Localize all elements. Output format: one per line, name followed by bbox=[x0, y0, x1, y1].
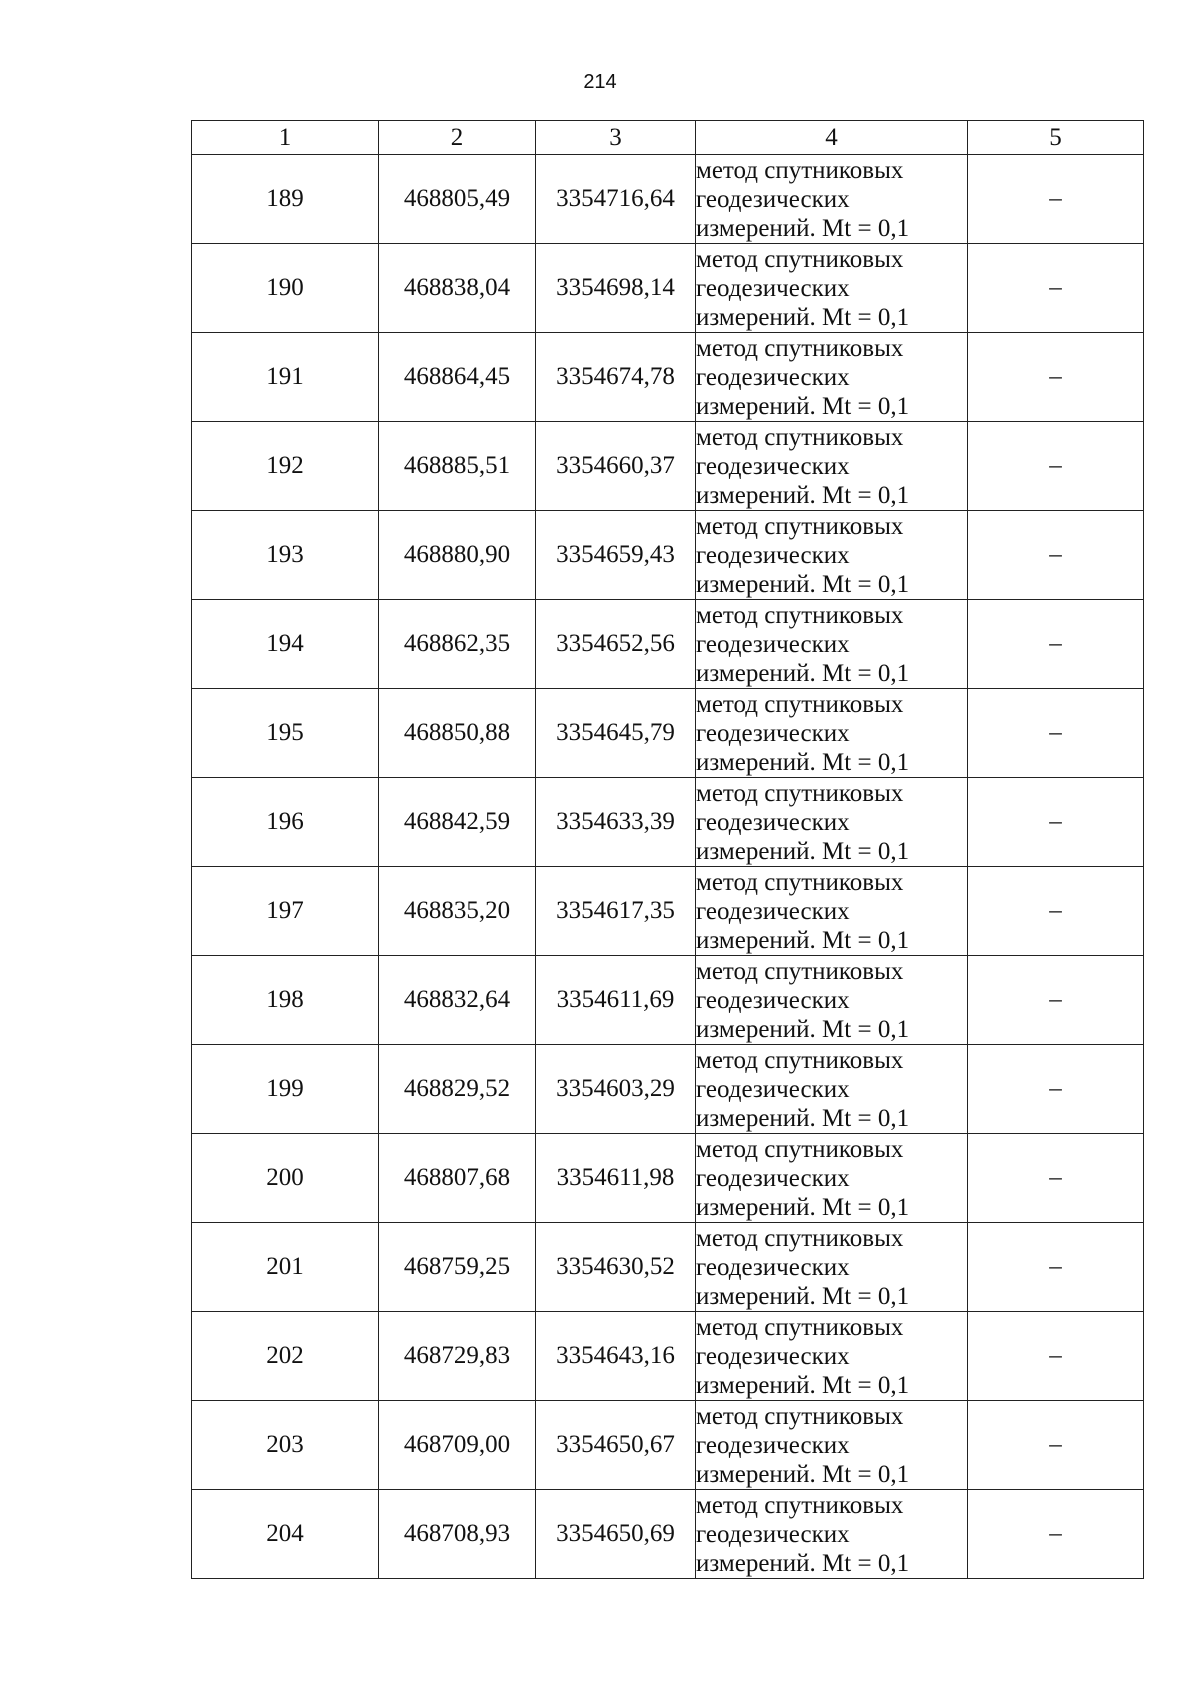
method-line: измерений. Mt = 0,1 bbox=[696, 1015, 910, 1043]
method-line: метод спутниковых bbox=[696, 1046, 904, 1074]
method-line: метод спутниковых bbox=[696, 1313, 904, 1341]
point-number-cell: 203 bbox=[192, 1401, 379, 1490]
method-cell bbox=[696, 1045, 968, 1134]
method-line: геодезических bbox=[696, 1431, 850, 1459]
method-cell bbox=[696, 333, 968, 422]
x-coordinate-cell: 468838,04 bbox=[379, 244, 536, 333]
x-coordinate-cell: 468708,93 bbox=[379, 1490, 536, 1579]
y-coordinate-cell: 3354630,52 bbox=[536, 1223, 696, 1312]
table-row bbox=[192, 1401, 1144, 1490]
method-line: метод спутниковых bbox=[696, 512, 904, 540]
header-row bbox=[192, 121, 1144, 155]
method-line: геодезических bbox=[696, 630, 850, 658]
x-coordinate-cell: 468835,20 bbox=[379, 867, 536, 956]
y-coordinate-cell: 3354716,64 bbox=[536, 155, 696, 244]
method-line: геодезических bbox=[696, 1520, 850, 1548]
y-coordinate-cell: 3354611,98 bbox=[536, 1134, 696, 1223]
method-line: геодезических bbox=[696, 363, 850, 391]
x-coordinate-cell: 468759,25 bbox=[379, 1223, 536, 1312]
method-line: геодезических bbox=[696, 986, 850, 1014]
point-number-cell: 198 bbox=[192, 956, 379, 1045]
method-line: геодезических bbox=[696, 719, 850, 747]
method-cell bbox=[696, 867, 968, 956]
header-col-4: 4 bbox=[696, 121, 968, 155]
method-line: метод спутниковых bbox=[696, 1135, 904, 1163]
method-line: измерений. Mt = 0,1 bbox=[696, 1460, 910, 1488]
method-line: метод спутниковых bbox=[696, 245, 904, 273]
x-coordinate-cell: 468709,00 bbox=[379, 1401, 536, 1490]
point-number-cell: 199 bbox=[192, 1045, 379, 1134]
y-coordinate-cell: 3354645,79 bbox=[536, 689, 696, 778]
method-cell bbox=[696, 1490, 968, 1579]
method-line: метод спутниковых bbox=[696, 423, 904, 451]
point-number-cell: 191 bbox=[192, 333, 379, 422]
x-coordinate-cell: 468880,90 bbox=[379, 511, 536, 600]
note-cell: – bbox=[968, 600, 1144, 689]
y-coordinate-cell: 3354698,14 bbox=[536, 244, 696, 333]
note-cell: – bbox=[968, 1401, 1144, 1490]
note-cell: – bbox=[968, 1490, 1144, 1579]
point-number-cell: 193 bbox=[192, 511, 379, 600]
table-row bbox=[192, 1223, 1144, 1312]
point-number-cell: 192 bbox=[192, 422, 379, 511]
y-coordinate-cell: 3354650,69 bbox=[536, 1490, 696, 1579]
y-coordinate-cell: 3354603,29 bbox=[536, 1045, 696, 1134]
x-coordinate-cell: 468832,64 bbox=[379, 956, 536, 1045]
table-row bbox=[192, 511, 1144, 600]
method-line: метод спутниковых bbox=[696, 156, 904, 184]
table-row bbox=[192, 600, 1144, 689]
method-cell bbox=[696, 422, 968, 511]
method-cell bbox=[696, 1312, 968, 1401]
table-row bbox=[192, 333, 1144, 422]
method-line: измерений. Mt = 0,1 bbox=[696, 926, 910, 954]
note-cell: – bbox=[968, 956, 1144, 1045]
y-coordinate-cell: 3354674,78 bbox=[536, 333, 696, 422]
header-col-2: 2 bbox=[379, 121, 536, 155]
method-line: метод спутниковых bbox=[696, 690, 904, 718]
note-cell: – bbox=[968, 333, 1144, 422]
method-line: метод спутниковых bbox=[696, 868, 904, 896]
method-line: геодезических bbox=[696, 1253, 850, 1281]
note-cell: – bbox=[968, 778, 1144, 867]
note-cell: – bbox=[968, 422, 1144, 511]
method-line: геодезических bbox=[696, 897, 850, 925]
note-cell: – bbox=[968, 244, 1144, 333]
x-coordinate-cell: 468842,59 bbox=[379, 778, 536, 867]
method-line: метод спутниковых bbox=[696, 779, 904, 807]
table-row bbox=[192, 155, 1144, 244]
page-number: 214 bbox=[583, 71, 617, 93]
table-row bbox=[192, 778, 1144, 867]
point-number-cell: 195 bbox=[192, 689, 379, 778]
x-coordinate-cell: 468864,45 bbox=[379, 333, 536, 422]
method-line: метод спутниковых bbox=[696, 1491, 904, 1519]
y-coordinate-cell: 3354659,43 bbox=[536, 511, 696, 600]
method-line: измерений. Mt = 0,1 bbox=[696, 1193, 910, 1221]
table-row bbox=[192, 689, 1144, 778]
y-coordinate-cell: 3354643,16 bbox=[536, 1312, 696, 1401]
y-coordinate-cell: 3354660,37 bbox=[536, 422, 696, 511]
method-cell bbox=[696, 1401, 968, 1490]
note-cell: – bbox=[968, 1134, 1144, 1223]
method-line: геодезических bbox=[696, 1342, 850, 1370]
method-cell bbox=[696, 956, 968, 1045]
method-line: геодезических bbox=[696, 1075, 850, 1103]
method-cell bbox=[696, 600, 968, 689]
method-line: измерений. Mt = 0,1 bbox=[696, 748, 910, 776]
method-line: измерений. Mt = 0,1 bbox=[696, 1371, 910, 1399]
table-row bbox=[192, 867, 1144, 956]
table-row bbox=[192, 422, 1144, 511]
point-number-cell: 201 bbox=[192, 1223, 379, 1312]
table-row bbox=[192, 1490, 1144, 1579]
point-number-cell: 194 bbox=[192, 600, 379, 689]
method-cell bbox=[696, 244, 968, 333]
y-coordinate-cell: 3354650,67 bbox=[536, 1401, 696, 1490]
point-number-cell: 197 bbox=[192, 867, 379, 956]
header-col-1: 1 bbox=[192, 121, 379, 155]
y-coordinate-cell: 3354611,69 bbox=[536, 956, 696, 1045]
method-line: метод спутниковых bbox=[696, 1402, 904, 1430]
x-coordinate-cell: 468805,49 bbox=[379, 155, 536, 244]
point-number-cell: 204 bbox=[192, 1490, 379, 1579]
method-line: метод спутниковых bbox=[696, 601, 904, 629]
table-row bbox=[192, 1134, 1144, 1223]
method-line: метод спутниковых bbox=[696, 1224, 904, 1252]
y-coordinate-cell: 3354652,56 bbox=[536, 600, 696, 689]
method-cell bbox=[696, 155, 968, 244]
table-row bbox=[192, 956, 1144, 1045]
method-line: измерений. Mt = 0,1 bbox=[696, 1549, 910, 1577]
table-row bbox=[192, 1045, 1144, 1134]
point-number-cell: 196 bbox=[192, 778, 379, 867]
note-cell: – bbox=[968, 511, 1144, 600]
note-cell: – bbox=[968, 1223, 1144, 1312]
method-line: измерений. Mt = 0,1 bbox=[696, 570, 910, 598]
method-line: измерений. Mt = 0,1 bbox=[696, 303, 910, 331]
note-cell: – bbox=[968, 689, 1144, 778]
coordinates-table bbox=[191, 120, 1144, 1579]
x-coordinate-cell: 468850,88 bbox=[379, 689, 536, 778]
method-cell bbox=[696, 1223, 968, 1312]
table-row bbox=[192, 1312, 1144, 1401]
note-cell: – bbox=[968, 1312, 1144, 1401]
method-line: измерений. Mt = 0,1 bbox=[696, 481, 910, 509]
method-line: метод спутниковых bbox=[696, 957, 904, 985]
method-cell bbox=[696, 1134, 968, 1223]
method-line: измерений. Mt = 0,1 bbox=[696, 1104, 910, 1132]
point-number-cell: 190 bbox=[192, 244, 379, 333]
note-cell: – bbox=[968, 867, 1144, 956]
method-line: метод спутниковых bbox=[696, 334, 904, 362]
method-line: геодезических bbox=[696, 185, 850, 213]
method-line: измерений. Mt = 0,1 bbox=[696, 1282, 910, 1310]
method-line: геодезических bbox=[696, 808, 850, 836]
x-coordinate-cell: 468807,68 bbox=[379, 1134, 536, 1223]
point-number-cell: 202 bbox=[192, 1312, 379, 1401]
table-row bbox=[192, 244, 1144, 333]
method-line: геодезических bbox=[696, 274, 850, 302]
method-line: измерений. Mt = 0,1 bbox=[696, 392, 910, 420]
method-line: измерений. Mt = 0,1 bbox=[696, 659, 910, 687]
method-line: геодезических bbox=[696, 452, 850, 480]
method-cell bbox=[696, 778, 968, 867]
method-line: геодезических bbox=[696, 541, 850, 569]
header-col-5: 5 bbox=[968, 121, 1144, 155]
note-cell: – bbox=[968, 1045, 1144, 1134]
y-coordinate-cell: 3354633,39 bbox=[536, 778, 696, 867]
x-coordinate-cell: 468862,35 bbox=[379, 600, 536, 689]
method-line: измерений. Mt = 0,1 bbox=[696, 837, 910, 865]
table-header bbox=[192, 121, 1144, 155]
y-coordinate-cell: 3354617,35 bbox=[536, 867, 696, 956]
table-body bbox=[192, 155, 1144, 1579]
point-number-cell: 189 bbox=[192, 155, 379, 244]
note-cell: – bbox=[968, 155, 1144, 244]
x-coordinate-cell: 468729,83 bbox=[379, 1312, 536, 1401]
method-line: геодезических bbox=[696, 1164, 850, 1192]
x-coordinate-cell: 468885,51 bbox=[379, 422, 536, 511]
header-col-3: 3 bbox=[536, 121, 696, 155]
point-number-cell: 200 bbox=[192, 1134, 379, 1223]
method-line: измерений. Mt = 0,1 bbox=[696, 214, 910, 242]
method-cell bbox=[696, 689, 968, 778]
method-cell bbox=[696, 511, 968, 600]
x-coordinate-cell: 468829,52 bbox=[379, 1045, 536, 1134]
